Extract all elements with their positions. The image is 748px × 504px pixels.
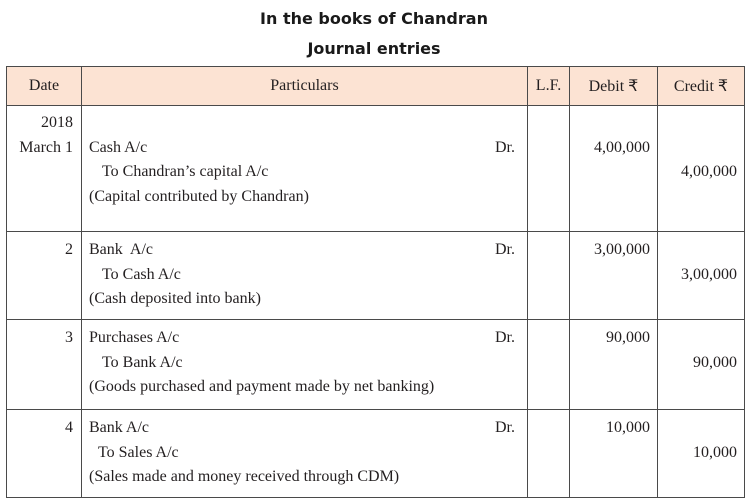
credit-amount: 3,00,000 — [681, 265, 737, 283]
dr-marker: Dr. — [495, 419, 515, 436]
col-header-credit: Credit ₹ — [658, 67, 745, 106]
entry-date: 2 — [65, 241, 73, 258]
credit-cell — [658, 106, 745, 232]
entry-date: March 1 — [19, 138, 73, 156]
lf-cell — [528, 320, 570, 410]
credit-account: To Chandran’s capital A/c — [102, 163, 269, 180]
table-row — [7, 232, 745, 320]
entry-date: 4 — [65, 419, 73, 436]
dr-marker: Dr. — [495, 329, 515, 346]
debit-amount: 90,000 — [606, 329, 650, 346]
debit-account: Bank A/c — [89, 241, 153, 258]
dr-marker: Dr. — [495, 241, 515, 258]
particulars-cell — [82, 106, 528, 232]
entry-date: 3 — [65, 329, 73, 346]
col-header-debit: Debit ₹ — [570, 67, 658, 106]
debit-amount: 4,00,000 — [594, 138, 650, 156]
table-row — [7, 320, 745, 410]
dr-marker: Dr. — [495, 138, 515, 156]
table-row — [7, 106, 745, 232]
credit-account: To Bank A/c — [102, 353, 183, 371]
table-header-row — [7, 67, 745, 106]
particulars-cell — [82, 410, 528, 498]
entry-year: 2018 — [41, 114, 73, 131]
narration: (Goods purchased and payment made by net banking) — [89, 378, 435, 395]
document-title: In the books of Chandran — [260, 9, 488, 28]
document-subtitle: Journal entries — [307, 39, 441, 58]
debit-cell — [570, 106, 658, 232]
narration: (Sales made and money received through CDM) — [89, 468, 400, 485]
narration: (Cash deposited into bank) — [89, 290, 261, 307]
credit-amount: 10,000 — [693, 443, 737, 461]
particulars-cell — [82, 232, 528, 320]
lf-cell — [528, 106, 570, 232]
debit-account: Purchases A/c — [89, 329, 180, 346]
col-header-lf: L.F. — [528, 67, 570, 106]
table-row — [7, 410, 745, 498]
debit-account: Cash A/c — [89, 138, 148, 156]
lf-cell — [528, 232, 570, 320]
journal-table — [6, 66, 745, 498]
debit-amount: 10,000 — [606, 419, 650, 436]
credit-amount: 4,00,000 — [681, 163, 737, 180]
narration: (Capital contributed by Chandran) — [89, 187, 309, 205]
col-header-date: Date — [7, 67, 82, 106]
debit-cell — [570, 232, 658, 320]
debit-cell — [570, 320, 658, 410]
debit-amount: 3,00,000 — [594, 241, 650, 258]
debit-cell — [570, 410, 658, 498]
date-cell — [7, 320, 82, 410]
credit-cell — [658, 232, 745, 320]
particulars-cell — [82, 320, 528, 410]
credit-amount: 90,000 — [693, 353, 737, 371]
date-cell — [7, 232, 82, 320]
date-cell — [7, 106, 82, 232]
debit-account: Bank A/c — [89, 419, 149, 436]
col-header-particulars: Particulars — [82, 67, 528, 106]
credit-cell — [658, 320, 745, 410]
credit-account: To Sales A/c — [98, 443, 179, 461]
credit-account: To Cash A/c — [102, 265, 181, 283]
date-cell — [7, 410, 82, 498]
lf-cell — [528, 410, 570, 498]
credit-cell — [658, 410, 745, 498]
